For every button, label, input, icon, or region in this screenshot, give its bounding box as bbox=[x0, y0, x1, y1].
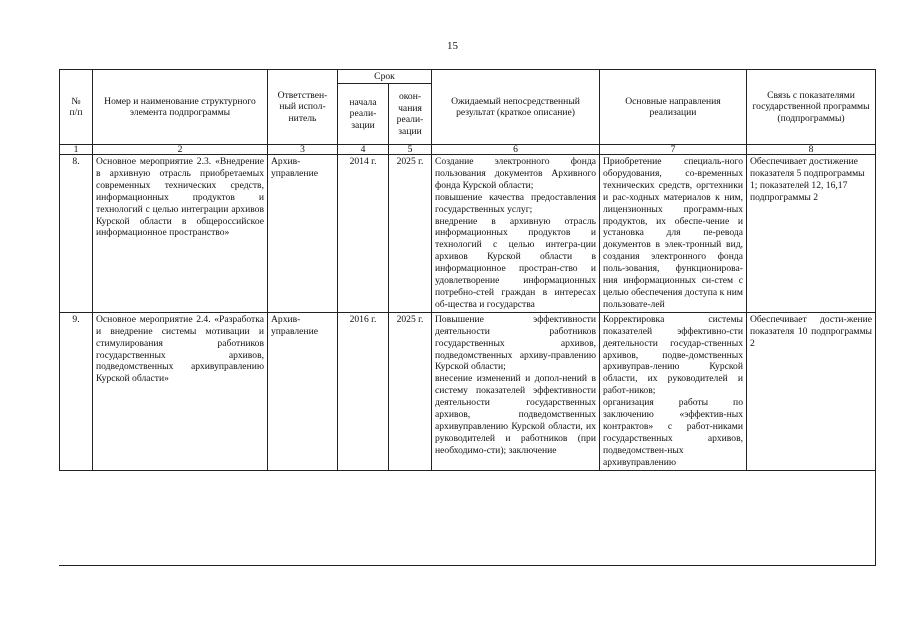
header-row bbox=[60, 70, 876, 84]
table-row bbox=[60, 312, 876, 470]
end-year: 2025 г. bbox=[389, 155, 432, 313]
column-number: 1 bbox=[60, 145, 93, 155]
column-number-row bbox=[60, 145, 876, 155]
responsible-executor: Архив-управление bbox=[268, 155, 338, 313]
responsible-executor: Архив-управление bbox=[268, 312, 338, 470]
header-end: окон-чания реали-зации bbox=[389, 84, 432, 145]
column-number: 7 bbox=[600, 145, 747, 155]
header-result: Ожидаемый непосредственный результат (краткое описание) bbox=[432, 70, 600, 145]
column-number: 8 bbox=[747, 145, 876, 155]
element-name: Основное мероприятие 2.4. «Разработка и внедрение системы мотивации и стимулирования работников государственных архивов, подведомственных архивуправлению Курской области» bbox=[93, 312, 268, 470]
subprogram-table-frame bbox=[59, 69, 876, 566]
page-number: 15 bbox=[447, 40, 458, 52]
indicator-link: Обеспечивает достижение показателя 5 подпрограммы 1; показателей 12, 16,17 подпрограммы 2 bbox=[747, 155, 876, 313]
element-name: Основное мероприятие 2.3. «Внедрение в архивную отрасль приобретаемых современных технических средств, информационных продуктов и технологий с целью интеграции архивов Курской области в общероссийское информационное пространство» bbox=[93, 155, 268, 313]
expected-result: Создание электронного фонда пользования документов Архивного фонда Курской области; повышение качества предоставления государственных услуг; внедрение в архивную отрасль информационных продуктов и технологий с целью интегра-ции архивов Курской области в информационное простран-ство и удовлетворение информационных потребно-стей граждан в интересах об-щества и государства bbox=[432, 155, 600, 313]
header-link: Связь с показателями государственной программы (подпрограммы) bbox=[747, 70, 876, 145]
main-directions: Корректировка системы показателей эффективно-сти деятельности государ-ственных архивов, подве-домственных архивуправ-лению Курской области, их руководителей и работ-ников; организация работы по заключению «эффектив-ных контрактов» с работ-никами государственных архивов, подведомствен-ных архивуправлению bbox=[600, 312, 747, 470]
indicator-link: Обеспечивает дости-жение показателя 10 подпрограммы 2 bbox=[747, 312, 876, 470]
main-directions: Приобретение специаль-ного оборудования, со-временных технических средств, оргтехники и рас-ходных материалов к ним, лицензионных программ-ных продуктов, их обеспе-чение и установка для пе-ревода документов в элек-тронный вид, создания электронного фонда поль-зования, функционирова-ния информационных си-стем с целью обеспечения доступа к ним пользовате-лей bbox=[600, 155, 747, 313]
start-year: 2016 г. bbox=[338, 312, 389, 470]
table-row bbox=[60, 155, 876, 313]
header-name: Номер и наименование структурного элемента подпрограммы bbox=[93, 70, 268, 145]
header-num: № п/п bbox=[60, 70, 93, 145]
start-year: 2014 г. bbox=[338, 155, 389, 313]
header-start: начала реали-зации bbox=[338, 84, 389, 145]
row-number: 9. bbox=[60, 312, 93, 470]
column-number: 4 bbox=[338, 145, 389, 155]
header-directions: Основные направления реализации bbox=[600, 70, 747, 145]
column-number: 3 bbox=[268, 145, 338, 155]
header-responsible: Ответствен-ный испол-нитель bbox=[268, 70, 338, 145]
column-number: 5 bbox=[389, 145, 432, 155]
end-year: 2025 г. bbox=[389, 312, 432, 470]
subprogram-table bbox=[59, 69, 876, 471]
column-number: 6 bbox=[432, 145, 600, 155]
column-number: 2 bbox=[93, 145, 268, 155]
row-number: 8. bbox=[60, 155, 93, 313]
header-term: Срок bbox=[338, 70, 432, 84]
expected-result: Повышение эффективности деятельности работников государственных архивов, подведомственных архиву-правлению Курской области; внесение изменений и допол-нений в систему показателей эффективности деятельности государственных архивов, подведомственных архивуправлению Курской области, их руководителей и работников (при необходимо-сти); заключение bbox=[432, 312, 600, 470]
